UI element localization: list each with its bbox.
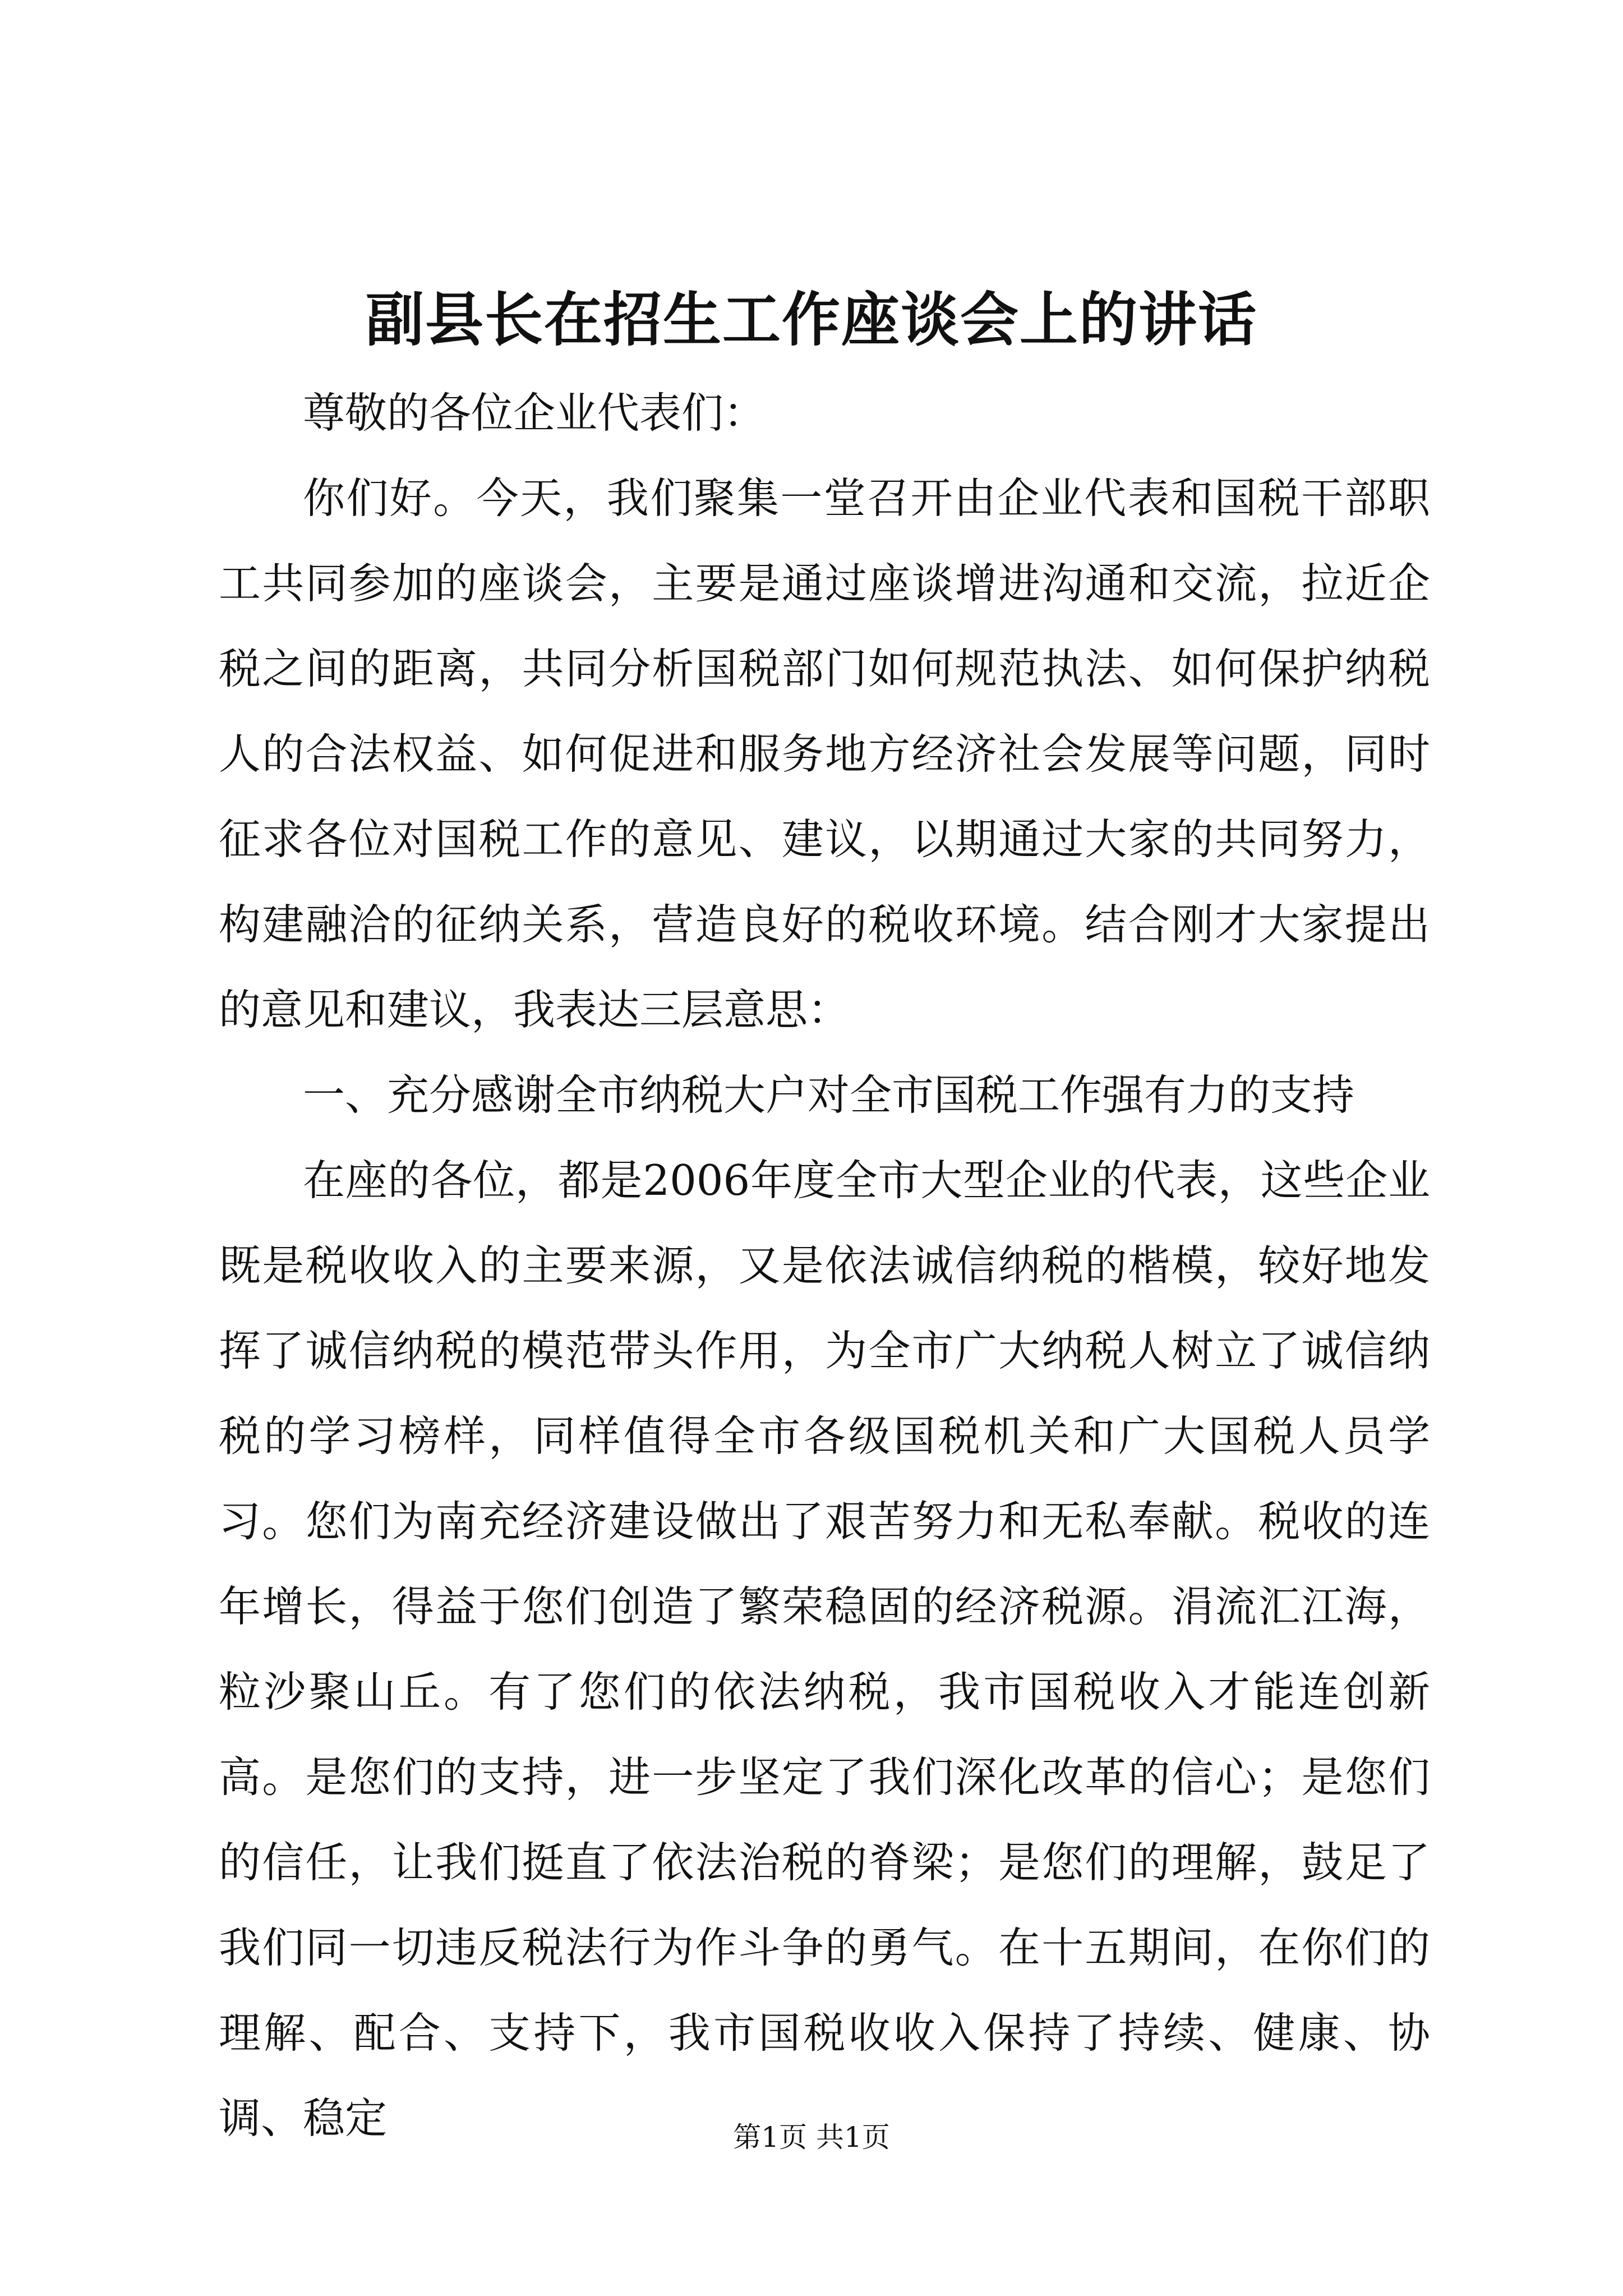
document-body [219,370,1430,2161]
salutation-paragraph: 尊敬的各位企业代表们： [303,388,766,438]
body-paragraph: 在座的各位，都是2006年度全市大型企业的代表，这些企业既是税收收入的主要来源，又是依法诚信纳税的楷模，较好地发挥了诚信纳税的模范带头作用，为全市广大纳税人树立了诚信纳税的学习榜样，同样值得全市各级国税机关和广大国税人员学习。您们为南充经济建设做出了艰苦努力和无私奉献。税收的连年增长，得益于您们创造了繁荣稳固的经济税源。涓流汇江海，粒沙聚山丘。有了您们的依法纳税，我市国税收入才能连创新高。是您们的支持，进一步坚定了我们深化改革的信心；是您们的信任，让我们挺直了依法治税的脊梁；是您们的理解，鼓足了我们同一切违反税法行为作斗争的勇气。在十五期间，在你们的理解、配合、支持下，我市国税收收入保持了持续、健康、协调、稳定 [219,1156,1430,2143]
intro-paragraph: 你们好。今天，我们聚集一堂召开由企业代表和国税干部职工共同参加的座谈会，主要是通过座谈增进沟通和交流，拉近企税之间的距离，共同分析国税部门如何规范执法、如何保护纳税人的合法权益、如何促进和服务地方经济社会发展等问题，同时征求各位对国税工作的意见、建议，以期通过大家的共同努力，构建融洽的征纳关系，营造良好的税收环境。结合刚才大家提出的意见和建议，我表达三层意思： [219,473,1430,1034]
document-title: 副县长在招生工作座谈会上的讲话 [365,285,1257,354]
section-heading-paragraph: 一、充分感谢全市纳税大户对全市国税工作强有力的支持 [303,1070,1355,1120]
page-footer: 第1页 共1页 [733,2121,890,2154]
